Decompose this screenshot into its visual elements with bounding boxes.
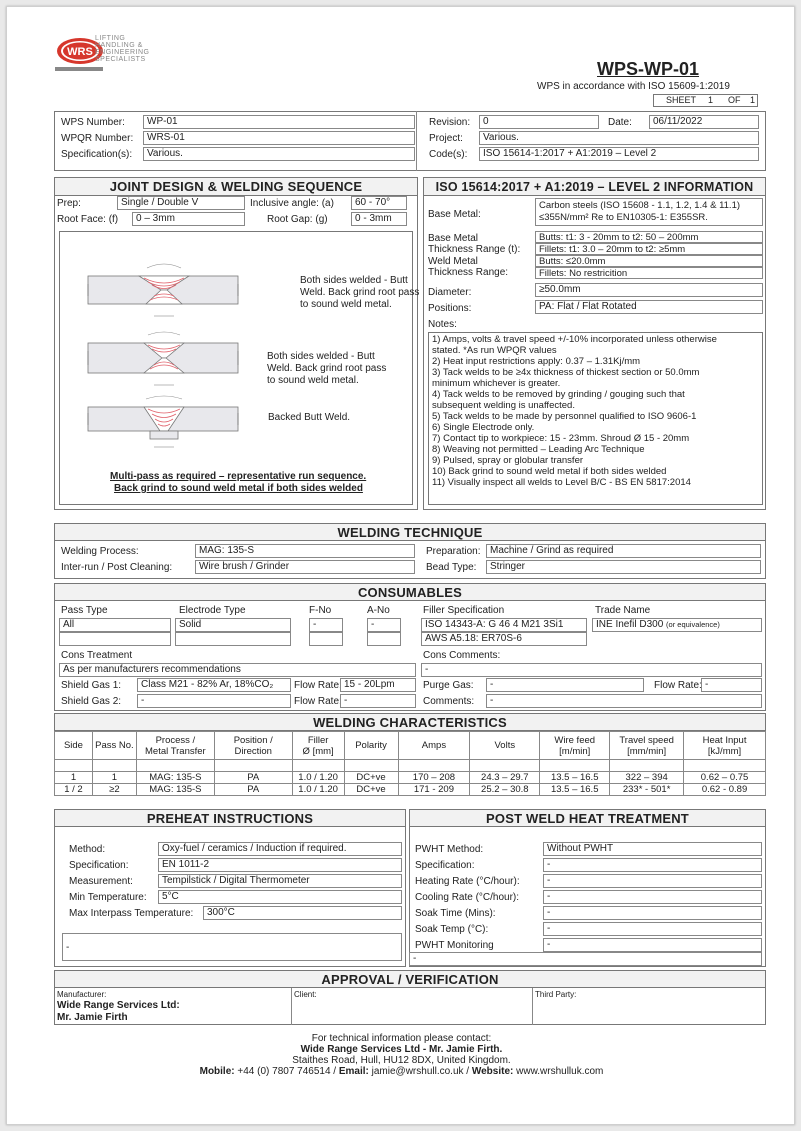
website-value[interactable]: www.wrshulluk.com [513,1066,604,1077]
soak-temp-label: Soak Temp (°C): [415,924,489,935]
cons-comments-label: Cons Comments: [423,650,501,661]
wpqr-number-field: WRS-01 [143,131,415,145]
logo-text: WRS [67,46,93,58]
revision-field: 0 [479,115,599,129]
electrode-type-field-2 [175,632,291,646]
pwht-comment-field: - [409,952,762,966]
purge-gas-field: - [486,678,644,692]
heating-rate-field: - [543,874,762,888]
joint-design-title: JOINT DESIGN & WELDING SEQUENCE [54,177,418,196]
website-label: Website: [471,1066,514,1077]
root-face-field: 0 – 3mm [132,212,245,226]
manufacturer-person: Mr. Jamie Firth [57,1012,128,1023]
diagram3-description: Backed Butt Weld. [268,412,351,423]
cooling-rate-label: Cooling Rate (°C/hour): [415,892,520,903]
thickness-range-label: Base Metal Thickness Range (t): [428,233,521,255]
preheat-title: PREHEAT INSTRUCTIONS [54,809,406,827]
welding-process-label: Welding Process: [61,546,139,557]
pwht-monitoring-field: - [543,938,762,952]
joint-footnote-1: Multi-pass as required – representative run sequence. [110,471,367,482]
email-value[interactable]: jamie@wrshull.co.uk / [368,1066,472,1077]
welding-process-field: MAG: 135-S [195,544,415,558]
diagram1-description: Both sides welded - Butt Weld. Back grind root pass to sound weld metal. [300,275,420,310]
comments-field: - [486,694,762,708]
pass-type-field-2 [59,632,171,646]
filler-spec-field-1: ISO 14343-A: G 46 4 M21 3Si1 [421,618,587,632]
document-code: WPS-WP-01 [597,59,700,79]
mobile-value: +44 (0) 7807 746514 / [234,1066,339,1077]
a-no-label: A-No [367,605,390,616]
cleaning-label: Inter-run / Post Cleaning: [61,562,173,573]
f-no-label: F-No [309,605,332,616]
root-gap-label: Root Gap: (g) [267,214,328,225]
consumables-title: CONSUMABLES [54,583,766,601]
header-side: Side [55,732,93,760]
max-interpass-field: 300°C [203,906,402,920]
soak-time-label: Soak Time (Mins): [415,908,496,919]
flow-rate-2-label: Flow Rate: [294,696,342,707]
preheat-comment-field: - [62,933,402,961]
cons-treatment-label: Cons Treatment [61,650,133,661]
header-process: Process / Metal Transfer [136,732,214,760]
pwht-method-label: PWHT Method: [415,844,484,855]
table-row: 1 / 2 ≥2 MAG: 135-S PA 1.0 / 1.20 DC+ve 171 - 209 25.2 – 30.8 13.5 – 16.5 233* - 501* 0.62 - 0.89 [55,784,766,796]
cons-comments-field: - [421,663,762,677]
footer-contact: For technical information please contact: Wide Range Services Ltd - Mr. Jamie Firth. Staithes Road, Hull, HU12 8DX, United Kingdom. Mobile: +44 (0) 7807 746514 / Email: jamie@wrshull.co.uk / Website: www.wrshulluk.com [199,1033,604,1077]
a-no-field: - [367,618,401,632]
project-label: Project: [429,133,463,144]
cleaning-field: Wire brush / Grinder [195,560,415,574]
min-temp-label: Min Temperature: [69,892,147,903]
thickness-range-field-butts: Butts: t1: 3 - 20mm to t2: 50 – 200mm [535,231,763,243]
prep-label: Prep: [57,198,81,209]
manufacturer-name: Wide Range Services Ltd: [57,1000,180,1011]
purge-flow-rate-field: - [701,678,762,692]
electrode-type-label: Electrode Type [179,605,246,616]
weld-thickness-label: Weld Metal Thickness Range: [428,256,509,278]
mobile-label: Mobile: [199,1066,235,1077]
notes-label: Notes: [428,319,457,330]
shield-gas-1-label: Shield Gas 1: [61,680,122,691]
soak-time-field: - [543,906,762,920]
comments-label: Comments: [423,696,475,707]
flow-rate-1-label: Flow Rate: [294,680,342,691]
heating-rate-label: Heating Rate (°C/hour): [415,876,520,887]
third-party-label: Third Party: [535,990,577,999]
sheet-counter: SHEET 1 OF 1 [653,94,758,107]
header-heat-input: Heat Input [kJ/mm] [684,732,766,760]
backed-butt-weld-diagram [82,387,252,457]
soak-temp-field: - [543,922,762,936]
email-label: Email: [338,1066,369,1077]
weld-thickness-field-fillets: Fillets: No restricition [535,267,763,279]
diameter-field: ≥50.0mm [535,283,763,297]
bead-type-label: Bead Type: [426,562,477,573]
specification-field: Various. [143,147,415,161]
shield-gas-2-field: - [137,694,291,708]
date-label: Date: [608,117,632,128]
table-header-row [55,732,766,760]
date-field: 06/11/2022 [649,115,759,129]
filler-spec-label: Filler Specification [423,605,505,616]
measurement-field: Tempilstick / Digital Thermometer [158,874,402,888]
codes-label: Code(s): [429,149,468,160]
specification-label: Specification(s): [61,149,133,160]
a-no-field-2 [367,632,401,646]
pass-type-label: Pass Type [61,605,108,616]
wpqr-number-label: WPQR Number: [61,133,134,144]
approval-title: APPROVAL / VERIFICATION [54,970,766,988]
base-metal-field: Carbon steels (ISO 15608 - 1.1, 1.2, 1.4 & 11.1) ≤355N/mm² Re to EN10305-1: E355SR. [535,198,763,226]
prep-field: Single / Double V [117,196,245,210]
wps-number-label: WPS Number: [61,117,125,128]
root-face-label: Root Face: (f) [57,214,119,225]
header-wire-feed: Wire feed [m/min] [540,732,610,760]
preparation-field: Machine / Grind as required [486,544,761,558]
joint-footnote-2: Back grind to sound weld metal if both sides welded [114,483,363,494]
diagram2-description: Both sides welded - Butt Weld. Back grind root pass to sound weld metal. [267,351,387,386]
preheat-spec-label: Specification: [69,860,129,871]
header-amps: Amps [398,732,470,760]
double-v-weld-diagram-2 [82,325,252,395]
pwht-method-field: Without PWHT [543,842,762,856]
iso-info-title: ISO 15614:2017 + A1:2019 – LEVEL 2 INFORMATION [423,177,766,196]
header-pass-no: Pass No. [92,732,136,760]
thickness-range-field-fillets: Fillets: t1: 3.0 – 20mm to t2: ≥5mm [535,243,763,255]
positions-field: PA: Flat / Flat Rotated [535,300,763,314]
header-volts: Volts [470,732,540,760]
preheat-method-label: Method: [69,844,106,855]
f-no-field-2 [309,632,343,646]
manufacturer-label: Manufacturer: [57,990,107,999]
client-label: Client: [294,990,317,999]
max-interpass-label: Max Interpass Temperature: [69,908,194,919]
positions-label: Positions: [428,303,472,314]
flow-rate-1-field: 15 - 20Lpm [340,678,416,692]
revision-label: Revision: [429,117,471,128]
document-subtitle: WPS in accordance with ISO 15609-1:2019 [537,81,730,92]
codes-field: ISO 15614-1:2017 + A1:2019 – Level 2 [479,147,759,161]
welding-characteristics-table [54,731,766,796]
welding-characteristics-title: WELDING CHARACTERISTICS [54,713,766,731]
weld-thickness-field-butts: Butts: ≤20.0mm [535,255,763,267]
document-page [6,6,795,1125]
header-travel-speed: Travel speed [mm/min] [610,732,684,760]
double-v-weld-diagram-1 [82,254,252,324]
trade-name-field: INE Inefil D300 (or equivalence) [592,618,762,632]
cooling-rate-field: - [543,890,762,904]
preparation-label: Preparation: [426,546,481,557]
pwht-title: POST WELD HEAT TREATMENT [409,809,766,827]
project-field: Various. [479,131,759,145]
base-metal-label: Base Metal: [428,209,481,220]
pwht-monitoring-label: PWHT Monitoring [415,940,494,951]
pwht-spec-label: Specification: [415,860,475,871]
wps-number-field: WP-01 [143,115,415,129]
angle-field: 60 - 70° [351,196,407,210]
table-row: 1 1 MAG: 135-S PA 1.0 / 1.20 DC+ve 170 – 208 24.3 – 29.7 13.5 – 16.5 322 – 394 0.62 – 0.75 [55,772,766,784]
trade-name-label: Trade Name [595,605,651,616]
cons-treatment-field: As per manufacturers recommendations [59,663,416,677]
pass-type-field: All [59,618,171,632]
bead-type-field: Stringer [486,560,761,574]
welding-technique-title: WELDING TECHNIQUE [54,523,766,541]
filler-spec-field-2: AWS A5.18: ER70S-6 [421,632,587,646]
preheat-method-field: Oxy-fuel / ceramics / Induction if required. [158,842,402,856]
pwht-spec-field: - [543,858,762,872]
logo-tagline: LIFTING HANDLING & ENGINEERING SPECIALISTS [95,35,150,63]
purge-flow-rate-label: Flow Rate: [654,680,702,691]
root-gap-field: 0 - 3mm [351,212,407,226]
diameter-label: Diameter: [428,287,472,298]
min-temp-field: 5°C [158,890,402,904]
table-spacer-row [55,760,766,772]
header-filler: Filler Ø [mm] [292,732,344,760]
measurement-label: Measurement: [69,876,133,887]
shield-gas-2-label: Shield Gas 2: [61,696,122,707]
preheat-spec-field: EN 1011-2 [158,858,402,872]
notes-list: 1) Amps, volts & travel speed +/-10% incorporated unless otherwise stated. *As run WPQR values 2) Heat input restrictions apply: 0.37 – 1.31Kj/mm 3) Tack welds to be ≥4x thickness of thickest section or 50.0mm minimum whichever is greater. 4) Tack welds to be removed by grinding / gouging such that subsequent welding is unaffected. 5) Tack welds to be made by personnel qualified to ISO 9606-1 6) Single Electrode only. 7) Contact tip to workpiece: 15 - 23mm. Shroud Ø 15 - 20mm 8) Weaving not permitted – Leading Arc Technique 9) Pulsed, spray or globular transfer 10) Back grind to sound weld metal if both sides welded 11) Visually inspect all welds to Level B/C - BS EN 5817:2014 [428,332,763,505]
angle-label: Inclusive angle: (a) [250,198,334,209]
f-no-field: - [309,618,343,632]
header-position: Position / Direction [214,732,292,760]
purge-gas-label: Purge Gas: [423,680,474,691]
shield-gas-1-field: Class M21 - 82% Ar, 18%CO₂ [137,678,291,692]
electrode-type-field: Solid [175,618,291,632]
flow-rate-2-field: - [340,694,416,708]
header-polarity: Polarity [344,732,398,760]
